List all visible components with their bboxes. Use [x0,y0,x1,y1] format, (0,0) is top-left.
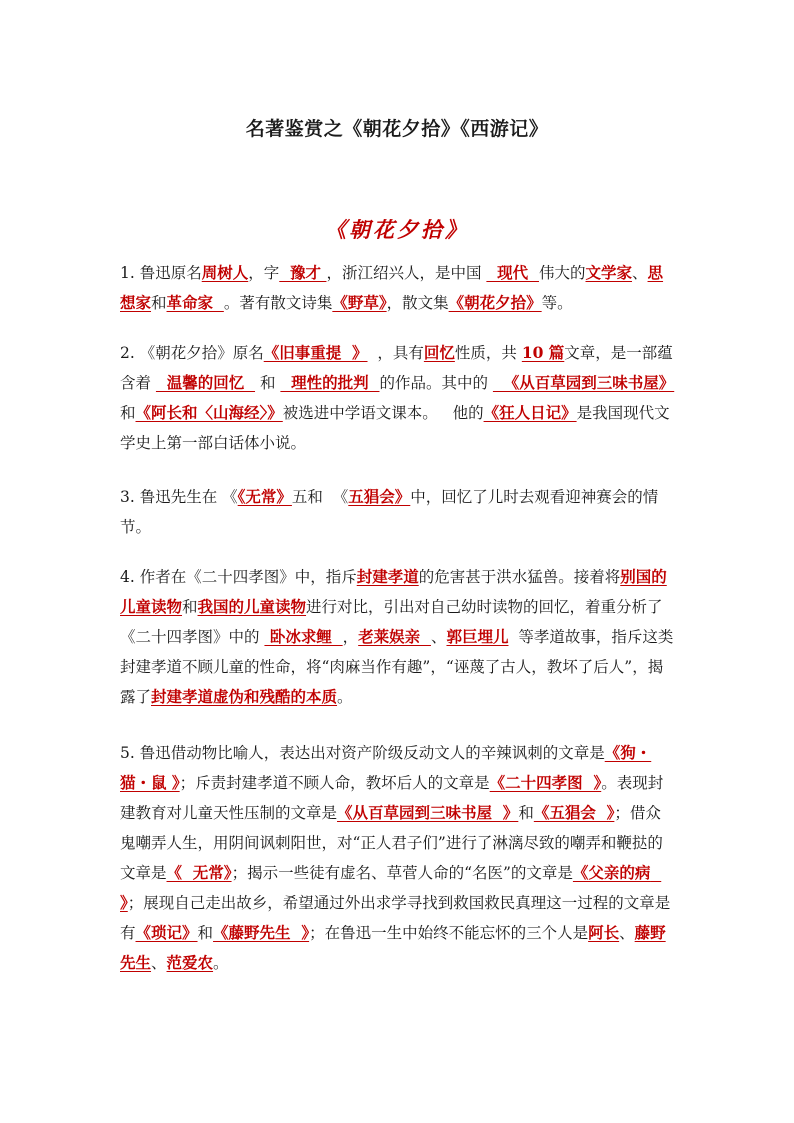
answer-text: 《二十四孝图 》 [489,773,602,792]
question-text: 的作品。其中的 [379,374,493,392]
question-text: 是我国现代文学史上第一部白话体小说。 [120,404,670,452]
question-text: ；借众鬼嘲弄人生，用阴间讽刺阳世，对“正人君子们”进行了淋漓尽致的嘲弄和鞭挞的文章是 [120,804,663,882]
question-text: 中，回忆了儿时去观看迎神赛会的情节。 [120,488,659,536]
question-text: 性质，共 [454,344,522,362]
question-text: 。著有散文诗集 [223,294,333,312]
answer-text: 《藤野先生 》 [213,923,310,942]
question-text: ；展现自己走出故乡，希望通过外出求学寻找到救国救民真理这一过程的文章是有 [120,894,671,942]
question-text: 和 [518,804,534,822]
answer-text: 回忆 [423,343,455,362]
answer-text: 《野草》 [332,293,387,312]
answer-text: 10 篇 [521,343,565,362]
question-text: ，具有 [367,344,424,362]
answer-text: 老莱娱亲 [358,627,431,646]
question-text: ；在鲁迅一生中始终不能忘怀的三个人是 [309,924,589,942]
question-text: 2. 《朝花夕拾》原名 [120,344,264,362]
answer-text: 思想家 [120,263,664,312]
answer-text: 理性的批判 [280,373,380,392]
question-2 [120,338,676,458]
answer-text: 《旧事重提 》 [263,343,368,362]
question-text: 、 [632,264,648,282]
answer-text: 范爱农 [166,953,214,972]
question-text: 。 [337,688,353,706]
question-text: 。表现封建教育对儿童天性压制的文章是 [120,774,664,822]
question-text: 5. 鲁迅借动物比喻人，表达出对资产阶级反动文人的辛辣讽刺的文章是 [120,744,605,762]
answer-text: 《从百草园到三味书屋 》 [337,803,519,822]
question-text: 4. 作者在《二十四孝图》中，指斥 [120,568,357,586]
answer-text: 《父亲的病 》 [120,863,662,912]
question-text: 、 [430,628,447,646]
question-text: 文章，是一部蕴含着 [120,344,673,392]
question-text: 等。 [541,294,573,312]
question-text: ，浙江绍兴人，是中国 [326,264,487,282]
question-text: 、 [619,924,635,942]
answer-text: 《 无常》 [166,863,232,882]
page-title: 名著鉴赏之《朝花夕拾》《西游记》 [245,118,549,140]
answer-text: 阿长 [588,923,620,942]
answer-text: 封建孝道虚伪和残酷的本质 [151,687,338,706]
answer-text: 《狂人日记》 [483,403,577,422]
question-text: 和 [182,598,198,616]
answer-text: 别国的儿童读物 [120,567,667,616]
question-text: 进行对比，引出对自己幼时读物的回忆，着重分析了《二十四孝图》中的 [120,598,663,646]
answer-text: 《琐记》 [135,923,198,942]
answer-text: 《狗・猫・鼠 》 [120,743,652,792]
answer-text: 现代 [486,263,539,282]
question-text: 和 [151,294,167,312]
question-text: 、 [151,954,167,972]
question-text: 和 [255,374,281,392]
question-text: ，散文集 [386,294,449,312]
question-text: ，字 [248,264,280,282]
question-3 [120,482,676,542]
question-text: ；斥责封建孝道不顾人命，教坏后人的文章是 [179,774,490,792]
answer-text: 我国的儿童读物 [197,597,307,616]
question-text: ；揭示一些徒有虚名、草菅人命的“名医”的文章是 [231,864,573,882]
answer-text: 文学家 [585,263,633,282]
question-text: 和 [197,924,214,942]
answer-text: 封建孝道 [356,567,419,586]
answer-text: 卧冰求鲤 [264,627,343,646]
question-5 [120,738,676,978]
question-text: 的危害甚于洪水猛兽。接着将 [418,568,621,586]
question-text: 等孝道故事，指斥这类封建孝道不顾儿童的性命，将“肉麻当作有趣”，“诬蔑了古人，教坏了后人”，揭露了 [120,628,674,706]
question-text: 伟大的 [538,264,586,282]
answer-text: 《朝花夕拾》 [448,293,542,312]
question-text: 五和 《 [291,488,349,506]
question-text: 1. 鲁迅原名 [120,264,202,282]
section-title: 《朝花夕拾》 [325,217,469,242]
answer-text: 《无常》 [237,487,292,506]
answer-text: 《从百草园到三味书屋》 [492,373,675,392]
question-text: ， [342,628,359,646]
answer-text: 五猖会》 [348,487,411,506]
answer-text: 《五猖会 》 [533,803,615,822]
question-text: 和 [120,404,136,422]
answer-text: 周树人 [201,263,249,282]
question-1 [120,258,676,318]
answer-text: 《阿长和〈山海经〉》 [135,403,283,422]
answer-text: 藤野先生 [120,923,666,972]
question-4 [120,562,676,712]
answer-text: 温馨的回忆 [155,373,256,392]
question-text: 被选进中学语文课本。 他的 [282,404,484,422]
question-text: 。 [213,954,229,972]
question-text: 3. 鲁迅先生在 《 [120,488,238,506]
answer-text: 郭巨埋儿 [446,627,509,646]
answer-text: 豫才 [279,263,327,282]
answer-text: 革命家 [166,293,224,312]
